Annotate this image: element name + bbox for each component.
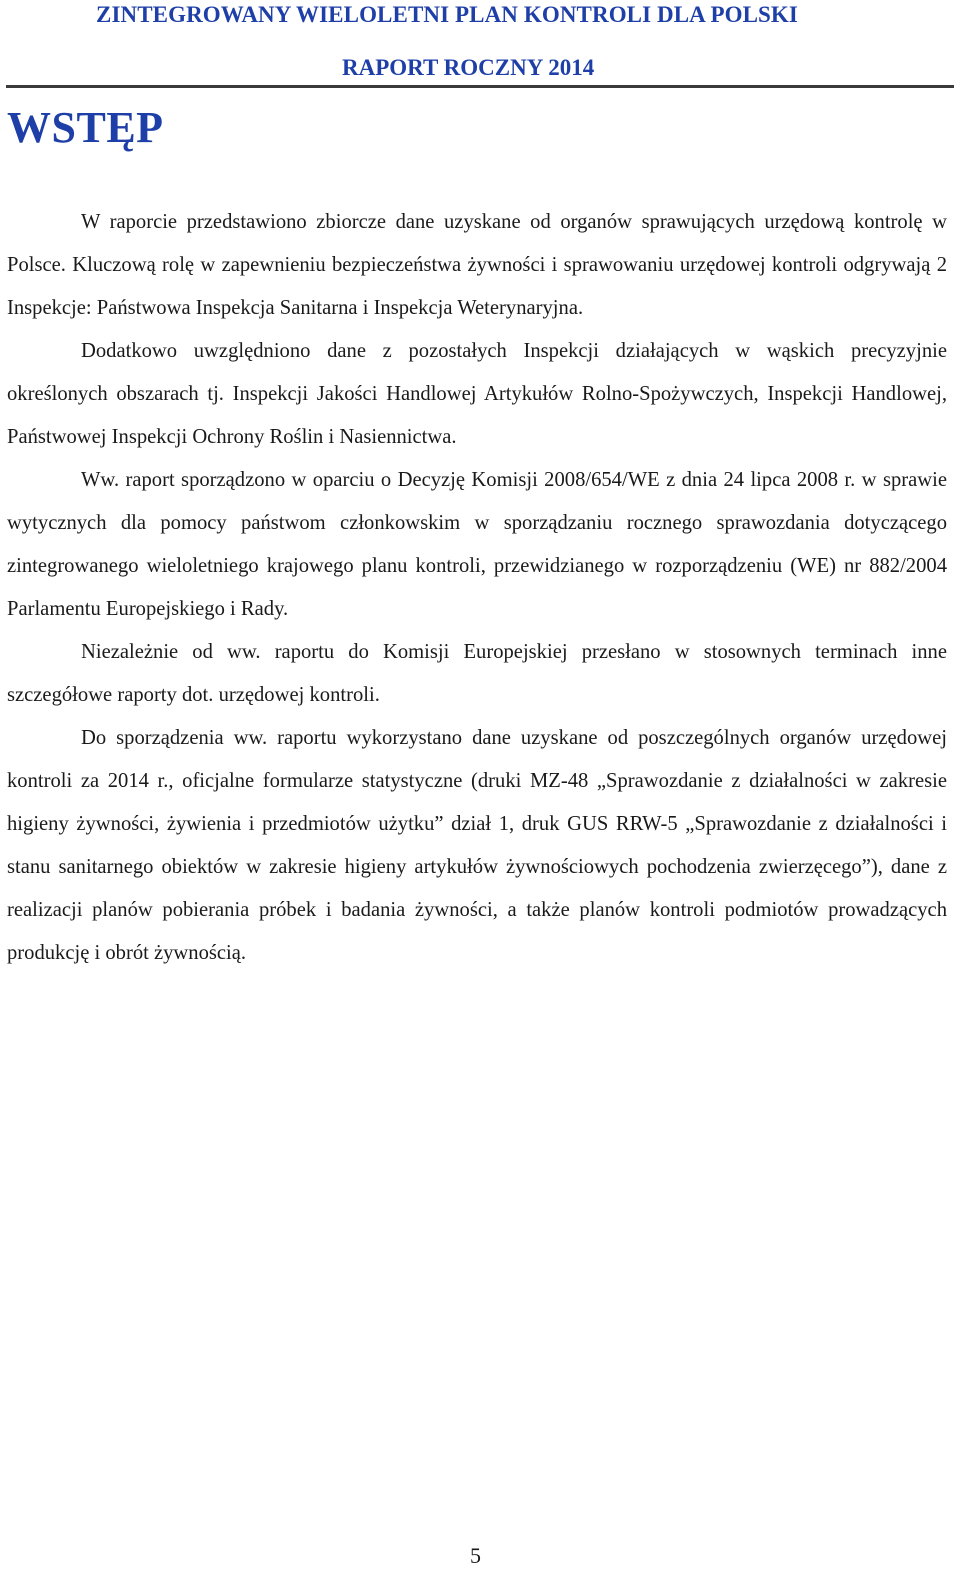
section-title: WSTĘP [7,103,164,152]
paragraph: Dodatkowo uwzględniono dane z pozostałych Inspekcji działających w wąskich precyzyjnie określonych obszarach tj. Inspekcji Jakości Handlowej Artykułów Rolno-Spożywczych, Inspekcji Handlowej, Państwowej Inspekcji Ochrony Roślin i Nasiennictwa. [7,340,947,448]
report-header-title: ZINTEGROWANY WIELOLETNI PLAN KONTROLI DLA POLSKI [96,2,798,27]
report-header-subtitle: RAPORT ROCZNY 2014 [342,55,595,80]
document-body [7,201,947,975]
header-divider [6,85,954,88]
paragraph: Niezależnie od ww. raportu do Komisji Europejskiej przesłano w stosownych terminach inne szczegółowe raporty dot. urzędowej kontroli. [7,641,947,706]
paragraph: Do sporządzenia ww. raportu wykorzystano dane uzyskane od poszczególnych organów urzędowej kontroli za 2014 r., oficjalne formularze statystyczne (druki MZ-48 „Sprawozdanie z działalności w zakresie higieny żywności, żywienia i przedmiotów użytku” dział 1, druk GUS RRW-5 „Sprawozdanie z działalności i stanu sanitarnego obiektów w zakresie higieny artykułów żywnościowych pochodzenia zwierzęcego”), dane z realizacji planów pobierania próbek i badania żywności, a także planów kontroli podmiotów prowadzących produkcję i obrót żywnością. [7,727,947,964]
page-number: 5 [470,1543,481,1568]
paragraph: W raporcie przedstawiono zbiorcze dane uzyskane od organów sprawujących urzędową kontrolę w Polsce. Kluczową rolę w zapewnieniu bezpieczeństwa żywności i sprawowaniu urzędowej kontroli odgrywają 2 Inspekcje: Państwowa Inspekcja Sanitarna i Inspekcja Weterynaryjna. [7,211,947,319]
paragraph: Ww. raport sporządzono w oparciu o Decyzję Komisji 2008/654/WE z dnia 24 lipca 2008 r. w sprawie wytycznych dla pomocy państwom członkowskim w sporządzaniu rocznego sprawozdania dotyczącego zintegrowanego wieloletniego krajowego planu kontroli, przewidzianego w rozporządzeniu (WE) nr 882/2004 Parlamentu Europejskiego i Rady. [7,469,947,620]
